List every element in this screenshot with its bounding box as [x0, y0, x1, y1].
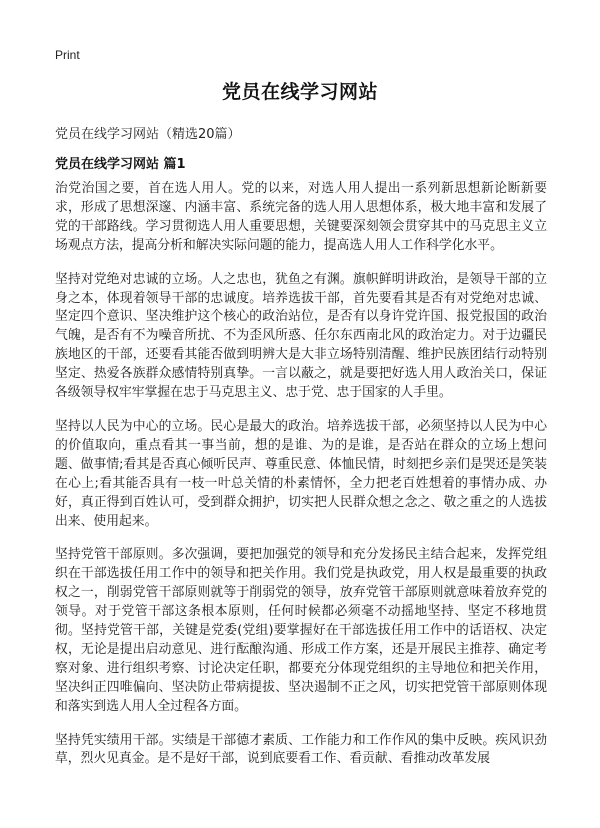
- paragraph-3: 坚持以人民为中心的立场。民心是最大的政治。培养选拔干部，必须坚持以人民为中心的价值取向，重点看其一事当前，想的是谁、为的是谁，是否站在群众的立场上想问题、做事情;看其是否真心倾听民声、尊重民意、体恤民情，时刻把乡亲们是哭还是笑装在心上;看其能否具有一枝一叶总关情的朴素情怀，全力把老百姓想着的事情办成、办好，真正得到百姓认可，受到群众拥护，切实把人民群众想之念之、敬之重之的人选拔出来、使用起来。: [55, 418, 547, 529]
- page-subtitle: 党员在线学习网站（精选20篇）: [55, 127, 241, 142]
- section-heading: 党员在线学习网站 篇1: [55, 157, 186, 172]
- page-title: 党员在线学习网站: [221, 81, 378, 103]
- print-label: Print: [55, 48, 80, 62]
- paragraph-1: 治党治国之要，首在选人用人。党的以来，对选人用人提出一系列新思想新论断新要求，形成了思想深邃、内涵丰富、系统完备的选人用人思想体系，极大地丰富和发展了党的干部路线。学习贯彻选人用人重要思想，关键要深刻领会贯穿其中的马克思主义立场观点方法，提高分析和解决实际问题的能力，提高选人用人工作科学化水平。: [55, 181, 547, 253]
- article-body: [55, 180, 547, 784]
- paragraph-5: 坚持凭实绩用干部。实绩是干部德才素质、工作能力和工作作风的集中反映。疾风识劲草，烈火见真金。是不是好干部，说到底要看工作、看贡献、看推动改革发展: [55, 732, 547, 767]
- paragraph-2: 坚持对党绝对忠诚的立场。人之忠也，犹鱼之有渊。旗帜鲜明讲政治，是领导干部的立身之本，体现着领导干部的忠诚度。培养选拔干部，首先要看其是否有对党绝对忠诚、坚定四个意识、坚决维护这个核心的政治站位，是否有以身许党许国、报党报国的政治气魄，是否有不为噪音所扰、不为歪风所惑、任尔东西南北风的政治定力。对于边疆民族地区的干部，还要看其能否做到明辨大是大非立场特别清醒、维护民族团结行动特别坚定、热爱各族群众感情特别真挚。一言以蔽之，就是要把好选人用人政治关口，保证各级领导权牢牢掌握在忠于马克思主义、忠于党、忠于国家的人手里。: [55, 271, 547, 401]
- paragraph-4: 坚持党管干部原则。多次强调，要把加强党的领导和充分发扬民主结合起来，发挥党组织在干部选拔任用工作中的领导和把关作用。我们党是执政党，用人权是最重要的执政权之一，削弱党管干部原则就等于削弱党的领导，放弃党管干部原则就意味着放弃党的领导。对于党管干部这条根本原则，任何时候都必须毫不动摇地坚持、坚定不移地贯彻。坚持党管干部，关键是党委(党组)要掌握好在干部选拔任用工作中的话语权、决定权，无论是提出启动意见、进行酝酿沟通、形成工作方案，还是开展民主推荐、确定考察对象、进行组织考察、讨论决定任职，都要充分体现党组织的主导地位和把关作用，坚决纠正四唯偏向、坚决防止带病提拔、坚决遏制不正之风，切实把党管干部原则体现和落实到选人用人全过程各方面。: [55, 547, 547, 714]
